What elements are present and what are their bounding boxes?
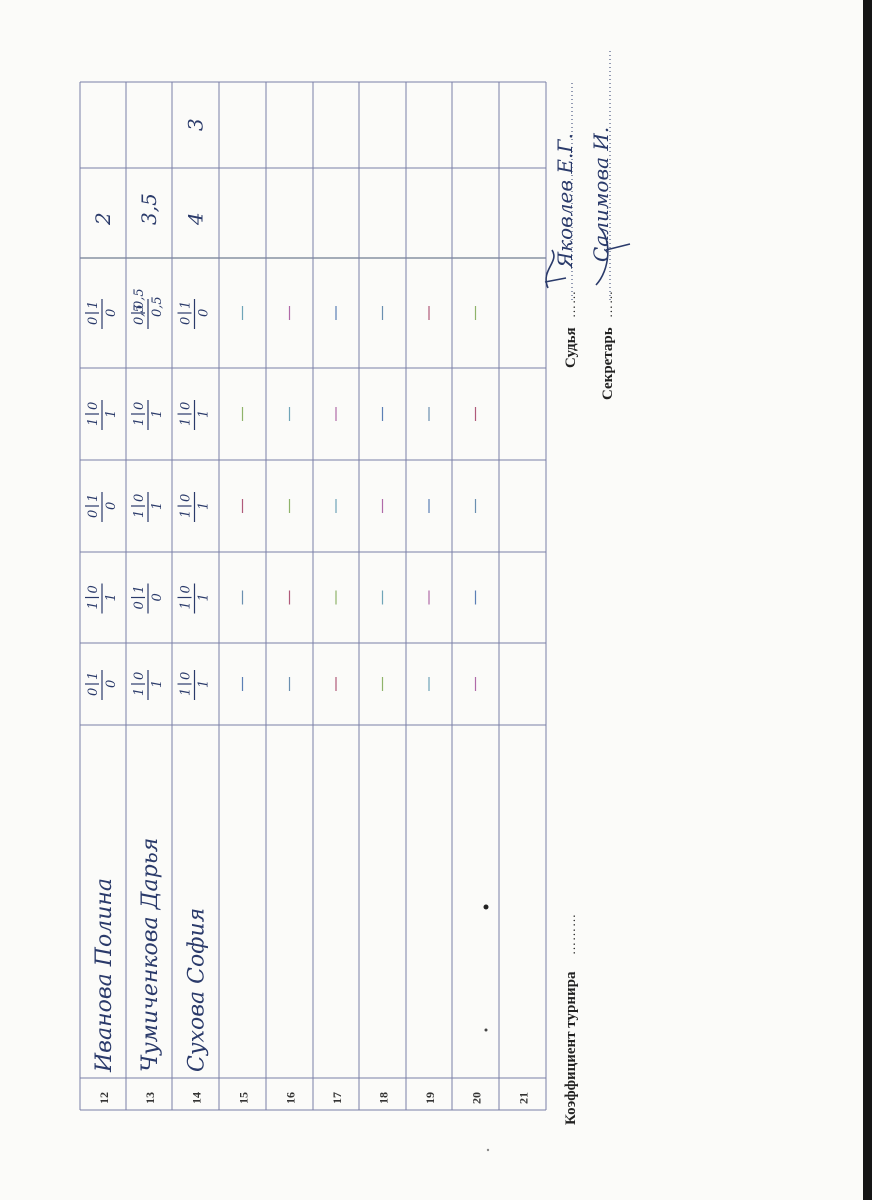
scan-speck: [487, 1149, 489, 1151]
score-left: 0: [132, 601, 147, 610]
row-number: 12: [97, 1092, 111, 1104]
score-right: 0: [178, 493, 194, 502]
score-points: 0: [104, 308, 119, 317]
participant-name: Сухова София: [184, 907, 210, 1072]
score-right: 0: [178, 401, 194, 410]
judge-signature: Яковлев Е.Г.: [553, 133, 577, 268]
score-points: 1: [196, 593, 212, 602]
game-score: [178, 299, 212, 329]
score-left: 1: [178, 601, 194, 610]
table-row: [330, 306, 344, 1104]
scan-speck: [484, 905, 489, 910]
score-points: 1: [196, 409, 212, 418]
score-points: 0,5: [150, 296, 165, 317]
row-number: 13: [143, 1092, 157, 1104]
score-left: 1: [86, 417, 101, 426]
score-points: 1: [150, 409, 165, 418]
score-right: 0,5: [132, 288, 147, 309]
score-left: 0: [178, 316, 194, 325]
coefficient-dots: ………: [563, 913, 578, 955]
score-left: 0: [86, 509, 101, 518]
row-number: 20: [469, 1092, 484, 1104]
score-points: 0: [150, 593, 165, 602]
score-right: 0: [178, 585, 194, 594]
table-row: [131, 193, 165, 1104]
score-left: 0,5: [132, 304, 147, 325]
place: 3: [183, 118, 208, 131]
judge-label: Судья: [563, 327, 579, 368]
score-right: 0: [86, 401, 101, 410]
row-number: 19: [423, 1092, 437, 1104]
scan-speck: [485, 1029, 488, 1032]
secretary-label: Секретарь: [600, 327, 616, 400]
score-right: 1: [132, 585, 147, 594]
game-score: [178, 670, 212, 700]
game-score: [85, 492, 119, 522]
row-number: 18: [376, 1092, 391, 1104]
participant-name: Иванова Полина: [92, 878, 117, 1072]
score-right: 0: [86, 585, 101, 594]
score-points: 0: [104, 679, 119, 688]
table-row: [517, 1092, 531, 1104]
scanner-edge: [863, 0, 872, 1200]
total-points: 3,5: [137, 193, 161, 225]
total-points: 2: [91, 212, 115, 225]
score-right: 0: [178, 671, 194, 680]
table-row: [423, 306, 437, 1104]
game-score: [85, 670, 119, 700]
score-points: 1: [150, 679, 165, 688]
total-points: 4: [183, 212, 208, 225]
row-number: 14: [189, 1092, 204, 1104]
judge-dots: ……: [563, 290, 578, 318]
score-points: 0: [104, 501, 119, 510]
score-left: 1: [132, 509, 147, 518]
game-score: [131, 584, 165, 614]
score-points: 1: [150, 501, 165, 510]
secretary-signature: Салимова И.: [589, 126, 613, 262]
table-row: [284, 306, 298, 1104]
game-score: [178, 584, 212, 614]
secretary-dots: ……: [600, 290, 615, 318]
table-row: [237, 306, 251, 1104]
score-left: 1: [178, 687, 194, 696]
coefficient-label: Коэффициент турнира: [563, 971, 579, 1125]
game-score: [85, 400, 119, 430]
judge-block: [545, 80, 579, 368]
score-points: 0: [196, 308, 212, 317]
score-points: 1: [104, 409, 119, 418]
row-number: 21: [516, 1092, 531, 1104]
game-score: [131, 670, 165, 700]
score-left: 0: [86, 687, 101, 696]
score-right: 1: [86, 493, 101, 502]
secretary-block: [589, 50, 630, 400]
score-points: 1: [104, 593, 119, 602]
game-score: [178, 400, 212, 430]
row-number: 15: [236, 1092, 251, 1104]
score-right: 1: [86, 300, 101, 309]
row-number: 17: [330, 1092, 344, 1104]
table-row: [85, 212, 119, 1104]
score-right: 1: [178, 300, 194, 309]
table-row: [178, 118, 212, 1104]
score-left: 0: [86, 316, 101, 325]
table-row: [470, 306, 484, 1104]
row-number: 16: [283, 1092, 298, 1104]
game-score: [178, 492, 212, 522]
game-score: [131, 492, 165, 522]
score-points: 1: [196, 501, 212, 510]
game-score: [85, 584, 119, 614]
score-right: 0: [132, 401, 147, 410]
game-score: [85, 299, 119, 329]
score-left: 1: [132, 687, 147, 696]
score-left: 1: [178, 509, 194, 518]
score-left: 1: [178, 417, 194, 426]
score-left: 1: [132, 417, 147, 426]
score-right: 0: [132, 493, 147, 502]
score-left: 1: [86, 601, 101, 610]
table-rows: [85, 118, 531, 1104]
table-row: [377, 306, 391, 1104]
participant-name: Чумиченкова Дарья: [138, 837, 163, 1072]
score-points: 1: [196, 679, 212, 688]
score-right: 1: [86, 671, 101, 680]
game-score: [131, 288, 165, 329]
game-score: [131, 400, 165, 430]
coefficient-block: [563, 913, 579, 1125]
score-right: 0: [132, 671, 147, 680]
